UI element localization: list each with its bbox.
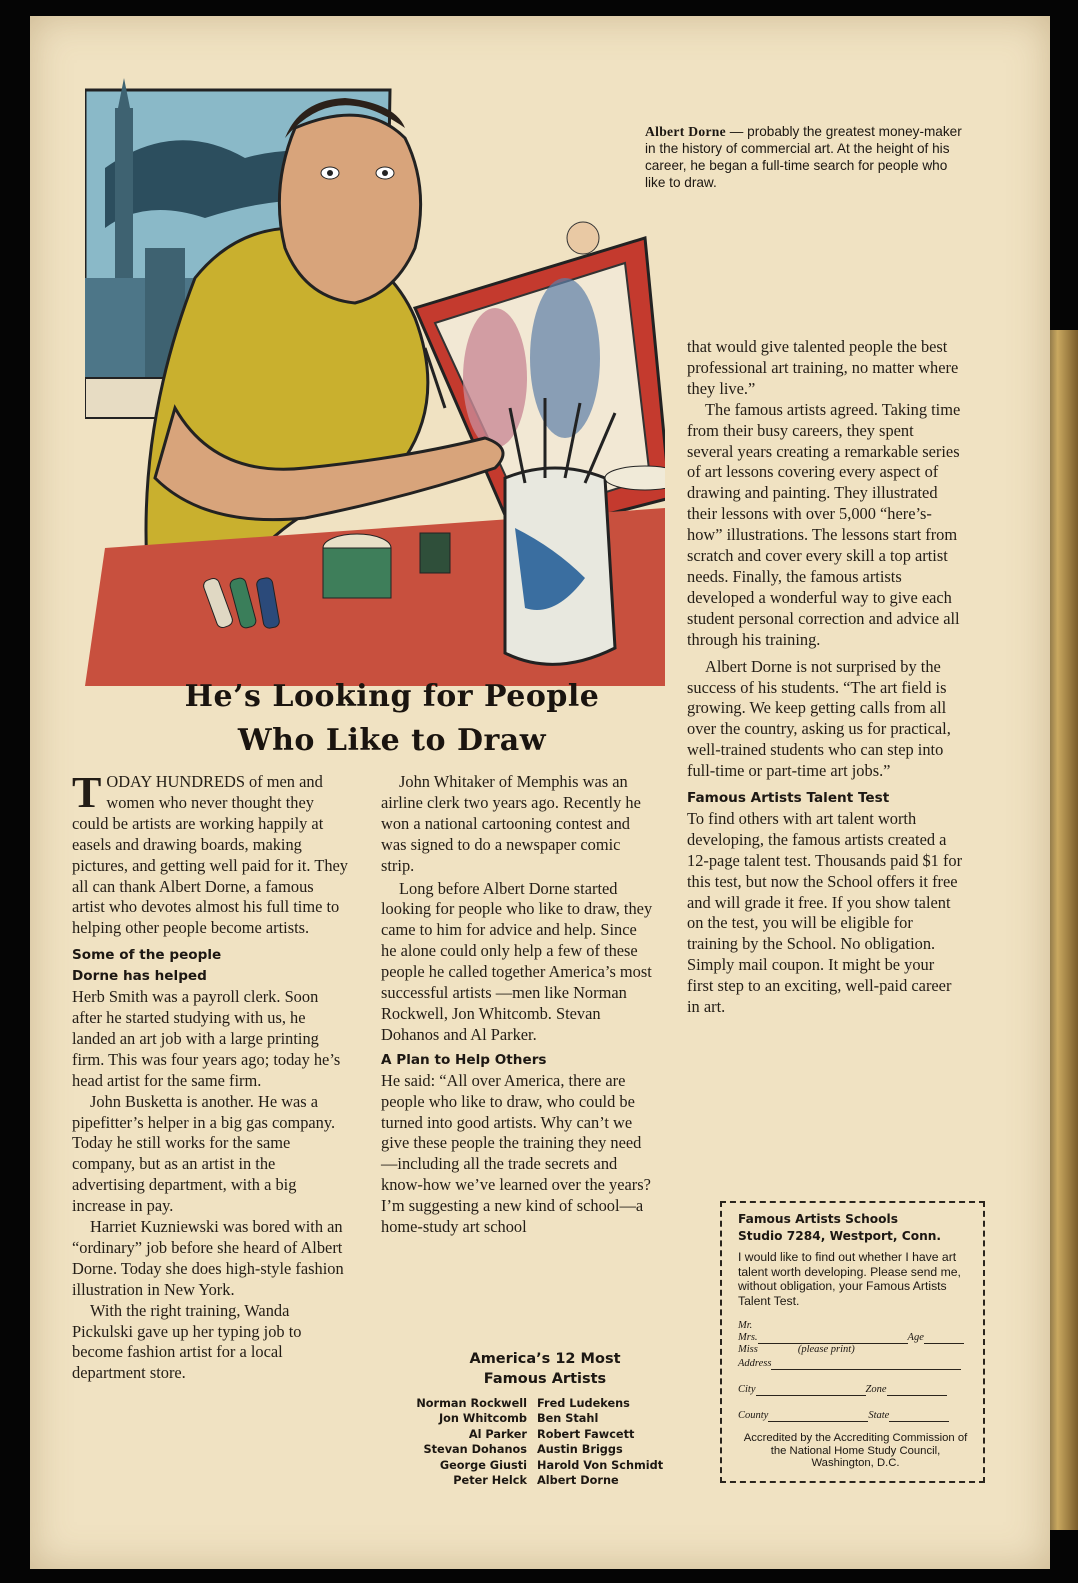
headline-line-2: Who Like to Draw: [237, 723, 547, 758]
col1-paragraph-1: of men and women who never thought they could be artists are working happily at easels and drawing boards, making pictures, and getting well paid for it. They all can thank Albert Dorne, a famous artist who devotes almost his full time to helping other people become artists.: [72, 772, 348, 938]
col1-paragraph-3: John Busketta is another. He was a pipefitter’s helper in a big gas company. Today he still works for the same company, but as an artist in the advertising department, with a big increase in pay.: [72, 1091, 336, 1216]
coupon-request-text: I would like to find out whether I have art talent worth developing. Please send me, without obligation, your Famous Artists Talent Test.: [738, 1250, 961, 1308]
albert-dorne-caption: [645, 123, 965, 191]
coupon-accreditation: Accredited by the Accrediting Commission of the National Home Study Council, Washington, D.C.: [743, 1432, 968, 1469]
subhead-people-helped-1: Some of the people: [72, 947, 222, 964]
artist-name: Robert Fawcett: [537, 1427, 635, 1441]
article-column-1: [72, 768, 350, 1384]
coupon-mr-label: Mr.: [738, 1320, 753, 1331]
article-column-3: [687, 337, 963, 1018]
artists-left-column: [400, 1396, 527, 1488]
subhead-talent-test: Famous Artists Talent Test: [687, 790, 890, 807]
artist-name: Ben Stahl: [537, 1412, 599, 1426]
artist-name: Albert Dorne: [537, 1474, 619, 1488]
artist-name: Norman Rockwell: [416, 1397, 527, 1410]
city-input-line[interactable]: [756, 1385, 866, 1396]
col1-paragraph-2: Herb Smith was a payroll clerk. Soon after he started studying with us, he landed an art job with a large printing firm. This was four years ago; today he’s head artist for the same firm.: [72, 987, 341, 1090]
coupon-county-label: County: [738, 1410, 769, 1421]
artist-name: Fred Ludekens: [537, 1397, 630, 1410]
caption-name: Albert Dorne: [645, 124, 726, 139]
coupon-city-label: City: [738, 1384, 756, 1395]
subhead-people-helped-2: Dorne has helped: [72, 968, 207, 985]
artist-name: Stevan Dohanos: [423, 1443, 527, 1457]
famous-artists-title-line-1: America’s 12 Most: [469, 1351, 621, 1367]
coupon-zone-label: Zone: [865, 1384, 887, 1395]
age-input-line[interactable]: [924, 1333, 964, 1344]
col2-paragraph-3: He said: “All over America, there are people who like to draw, who could be turned into good artists. Why can’t we give these people the training they need—including all the trade secrets and know-how we’ve learned over the years? I’m suggesting a new kind of school—a home-study art school: [381, 1070, 651, 1237]
col3-paragraph-1: that would give talented people the best professional art training, no matter where they live.”: [687, 337, 959, 398]
col2-paragraph-2: Long before Albert Dorne started looking for people who like to draw, they came to him for advice and help. Since he alone could only help a few of these people he called together America’s most successful artists —men like Norman Rockwell, Jon Whitcomb. Stevan Dohanos and Al Parker.: [381, 878, 653, 1044]
famous-artists-title: [430, 1349, 660, 1389]
col3-paragraph-3: Albert Dorne is not surprised by the success of his students. “The art field is growing. We keep getting calls from all over the country, asking us for practical, well-trained students who can step into full-time or part-time art jobs.”: [687, 656, 951, 781]
coupon-age-label: Age: [907, 1332, 924, 1343]
col2-paragraph-1: John Whitaker of Memphis was an airline clerk two years ago. Recently he won a national cartooning contest and was signed to do a newspaper comic strip.: [381, 772, 641, 875]
albert-dorne-illustration: [85, 78, 665, 686]
lead-in: ODAY HUNDREDS: [106, 772, 245, 791]
comic-back-cover-page: [30, 16, 1050, 1569]
article-column-2: [381, 772, 653, 1238]
mail-coupon[interactable]: [720, 1201, 985, 1483]
coupon-studio-address: Studio 7284, Westport, Conn.: [738, 1229, 942, 1243]
artist-name: Peter Helck: [453, 1474, 527, 1488]
caption-text: — probably the greatest money-maker in the history of commercial art. At the height of his career, he began a full-time search for people who like to draw.: [645, 124, 962, 190]
col3-paragraph-4: To find others with art talent worth developing, the famous artists created a 12-page talent test. Thousands paid $1 for this test, but now the School offers it free and will grade it free. If you show talent on the test, you will be eligible for training by the School. No obligation. Simply mail coupon. It might be your first step to an exciting, well-paid career in art.: [687, 808, 963, 1017]
drop-cap: T: [72, 768, 102, 817]
artist-name: Al Parker: [468, 1427, 527, 1441]
artist-name: Jon Whitcomb: [438, 1412, 527, 1426]
artist-name: Harold Von Schmidt: [537, 1458, 664, 1472]
zone-input-line[interactable]: [887, 1385, 947, 1396]
coupon-school-name: Famous Artists Schools: [738, 1212, 898, 1226]
headline-line-1: He’s Looking for People: [184, 679, 600, 714]
famous-artists-list: [400, 1396, 690, 1488]
famous-artists-title-line-2: Famous Artists: [483, 1371, 607, 1387]
state-input-line[interactable]: [889, 1411, 949, 1422]
col1-paragraph-5: With the right training, Wanda Pickulski gave up her typing job to become fashion artist for a local department store.: [72, 1300, 302, 1383]
coupon-state-label: State: [868, 1410, 890, 1421]
artist-name: George Giusti: [439, 1458, 527, 1472]
col3-paragraph-2: The famous artists agreed. Taking time from their busy careers, they spent several years creating a remarkable series of art lessons covering every aspect of drawing and painting. They illustrated their lessons with over 5,000 “here’s-how” illustrations. The lessons start from scratch and cover every skill a top artist needs. Finally, the famous artists developed a wonderful way to give each student personal correction and advice all through his training.: [687, 399, 961, 649]
coupon-address-label: Address: [738, 1358, 772, 1369]
subhead-plan: A Plan to Help Others: [381, 1051, 547, 1068]
artist-name: Austin Briggs: [537, 1443, 623, 1457]
coupon-mrs-label: Mrs.: [738, 1332, 758, 1343]
headline: [112, 675, 672, 763]
name-input-line[interactable]: [758, 1333, 908, 1344]
col1-paragraph-4: Harriet Kuzniewski was bored with an “ordinary” job before she heard of Albert Dorne. Today she does high-style fashion illustration in New York.: [72, 1217, 344, 1299]
address-input-line[interactable]: [771, 1359, 961, 1370]
coupon-please-print: (please print): [797, 1344, 855, 1355]
county-input-line[interactable]: [768, 1411, 868, 1422]
artists-right-column: [537, 1396, 687, 1488]
coupon-miss-label: Miss: [738, 1344, 758, 1355]
